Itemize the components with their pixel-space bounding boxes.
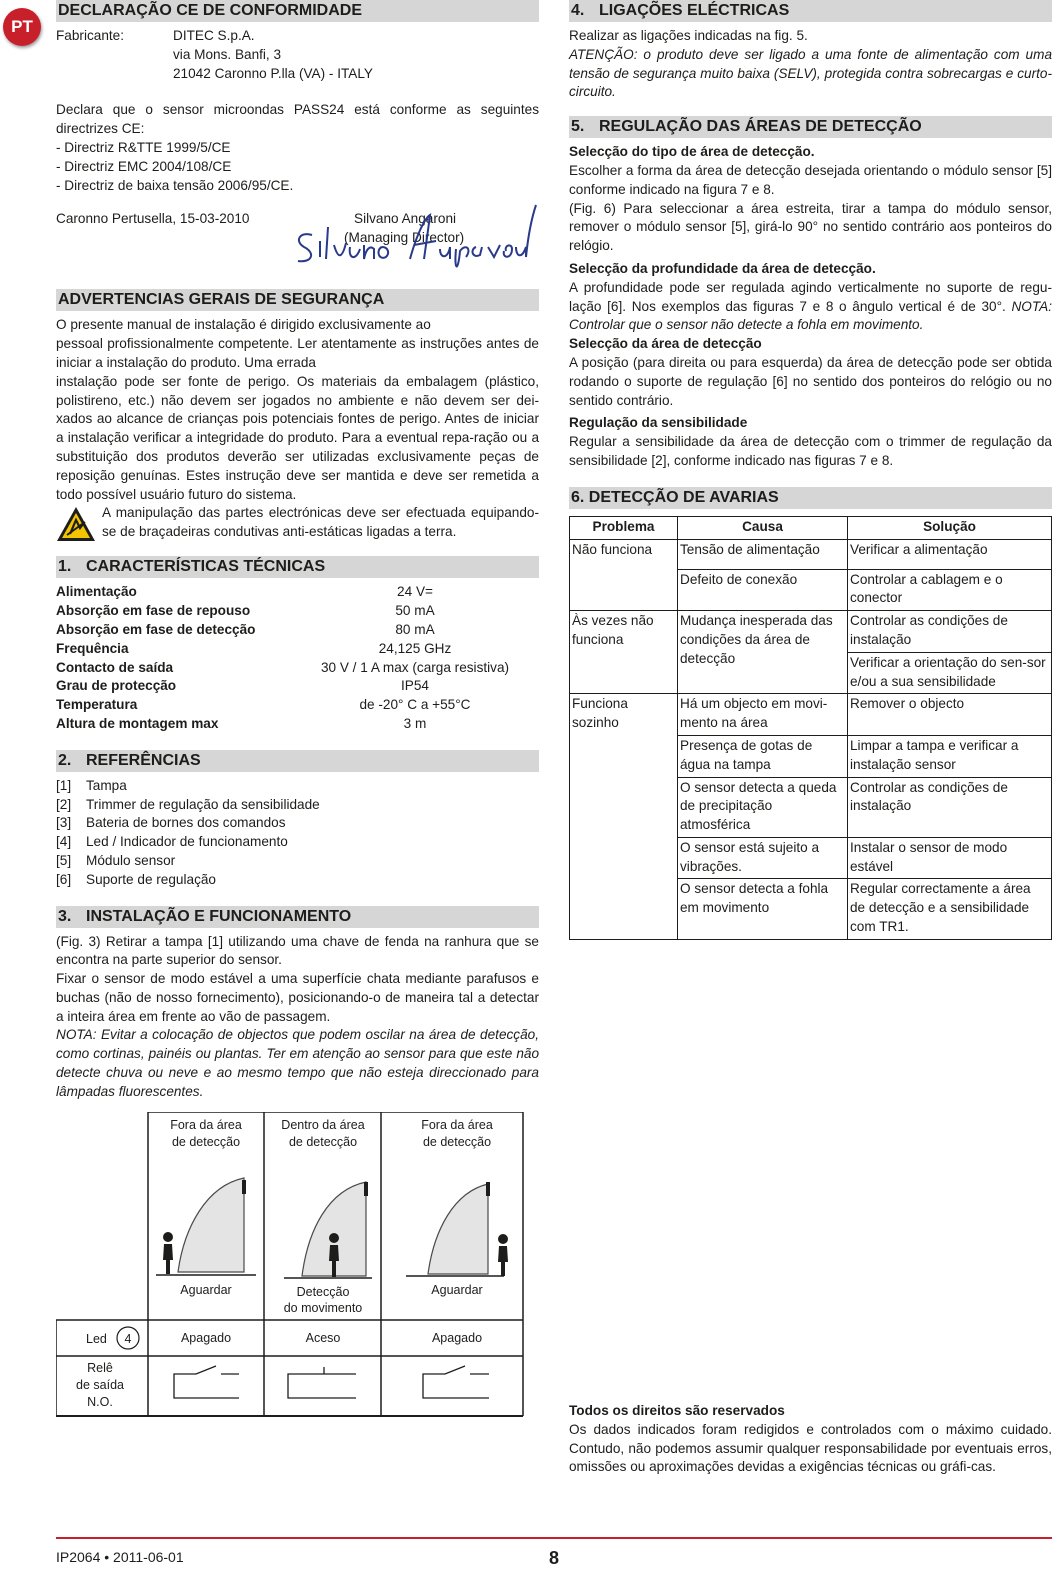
list-item: [6] Suporte de regulação	[56, 871, 216, 887]
solution-cell: Controlar a cablagem e o conector	[848, 569, 1052, 611]
directive-item: - Directriz de baixa tensão 2006/95/CE.	[56, 177, 294, 193]
directive-item: - Directriz R&TTE 1999/5/CE	[56, 139, 231, 155]
list-item: [5] Módulo sensor	[56, 852, 176, 868]
troubleshoot-heading: 6. DETECÇÃO DE AVARIAS	[569, 487, 1052, 509]
spec-row: Temperatura de -20° C a +55°C	[56, 697, 471, 713]
signatory-name: Silvano Angaroni	[354, 211, 457, 227]
figure-col2-state-line: Detecção	[296, 1285, 350, 1299]
rights-notice	[569, 1402, 1052, 1477]
column-header: Causa	[678, 516, 848, 539]
led-ref-number: 4	[124, 1332, 132, 1346]
spec-row: Frequência 24,125 GHz	[56, 640, 452, 656]
figure-col1-state: Aguardar	[180, 1283, 232, 1297]
column-header: Problema	[570, 516, 678, 539]
scene-outside-left	[156, 1178, 256, 1275]
list-item: [2] Trimmer de regulação da sensibilidade	[56, 796, 320, 812]
wiring-warning: ATENÇÃO: o produto deve ser ligado a uma fonte de alimentação com uma tensão de segurança muito baixa (SELV), protegida contra sobrecargas e curto-circuito.	[569, 46, 1052, 100]
safety-text-line: O presente manual de instalação é dirigido exclusivamente ao	[56, 317, 431, 333]
spec-row: Altura de montagem max 3 m	[56, 715, 427, 731]
figure-col3-head-line: Fora da área	[421, 1118, 493, 1132]
handwritten-signature	[290, 197, 540, 275]
relay-symbol-closed	[288, 1367, 356, 1398]
declaration-heading: DECLARAÇÃO CE DE CONFORMIDADE	[56, 0, 539, 22]
page-number: 8	[549, 1548, 560, 1568]
troubleshoot-table	[569, 516, 1052, 940]
signature-block	[56, 211, 539, 283]
relay-label-line: Relê	[87, 1361, 113, 1375]
cause-cell: Presença de gotas de água na tampa	[678, 735, 848, 777]
table-row	[570, 694, 1052, 736]
table-header-row	[570, 516, 1052, 539]
place-date: Caronno Pertusella, 15-03-2010	[56, 211, 250, 227]
install-note: NOTA: Evitar a colocação de objectos que podem oscilar na área de detecção, como cortinas, painéis ou plantas. Ter em atenção ao sensor para que este não detecte chuva ou neve e ao mesmo tempo que não esteja direccionado para lâmpadas fluorescentes.	[56, 1027, 539, 1099]
solution-cell: Controlar as condições de instalação	[848, 777, 1052, 837]
left-column	[56, 0, 539, 1102]
spec-row: Absorção em fase de detecção 80 mA	[56, 621, 435, 637]
declaration-intro: Declara que o sensor microondas PASS24 está conforme as seguintes directrizes CE:	[56, 102, 539, 137]
cause-cell: Defeito de conexão	[678, 569, 848, 611]
figure-col3-head-line: de detecção	[422, 1135, 492, 1149]
regulation-heading: 5. REGULAÇÃO DAS ÁREAS DE DETECÇÃO	[569, 116, 1052, 138]
manufacturer-block	[56, 27, 539, 83]
cause-cell: O sensor detecta a queda de precipitação atmosférica	[678, 777, 848, 837]
manufacturer-line: 21042 Caronno P.lla (VA) - ITALY	[173, 65, 373, 81]
solution-cell: Verificar a alimentação	[848, 539, 1052, 569]
esd-note-text: A manipulação das partes electrónicas deve ser efectuada equipando-se de braçadeiras condutivas anti-estáticas ligadas a terra.	[102, 505, 539, 540]
list-item: [4] Led / Indicador de funcionamento	[56, 834, 288, 850]
relay-symbol-open	[423, 1366, 489, 1398]
install-heading: 3. INSTALAÇÃO E FUNCIONAMENTO	[56, 906, 539, 928]
regulation-paragraph: A posição (para direita ou para esquerda) da área de detecção pode ser obtida rodando o suporte de regulação [6] no sentido dos ponteiros do relógio ou no sentido contrário.	[569, 354, 1052, 408]
figure-col1-head-line: Fora da área	[170, 1118, 242, 1132]
refs-list	[56, 777, 539, 890]
document-id: IP2064 • 2011-06-01	[56, 1549, 184, 1565]
list-item: [3] Bateria de bornes dos comandos	[56, 815, 286, 831]
solution-cell: Instalar o sensor de modo estável	[848, 837, 1052, 879]
cause-cell: Tensão de alimentação	[678, 539, 848, 569]
relay-label-line: N.O.	[87, 1395, 113, 1409]
scene-inside	[284, 1182, 372, 1278]
install-paragraph: Fixar o sensor de modo estável a uma superfície chata mediante parafusos e buchas (não de nosso fornecimento), posicionando-o de maneira tal a detectar a inteira área em frente ao vão de passagem.	[56, 971, 539, 1024]
spec-row: Absorção em fase de repouso 50 mA	[56, 603, 435, 619]
regulation-paragraph: (Fig. 6) Para seleccionar a área estreita, tirar a tampa do módulo sensor, remover o módulo sensor [5], girá-lo 90° no sentido contrário aos ponteiros do relógio.	[569, 200, 1052, 254]
regulation-subheading: Selecção da área de detecção	[569, 336, 762, 352]
right-column	[569, 0, 1053, 1475]
signatory-role: (Managing Director)	[344, 230, 465, 246]
led-label: Led	[86, 1332, 107, 1346]
wiring-heading: 4. LIGAÇÕES ELÉCTRICAS	[569, 0, 1052, 22]
rights-text: Os dados indicados foram redigidos e controlados com o máximo cuidado. Contudo, não podemos assumir qualquer responsabilidade por eventuais erros, omissões ou aproximações devidas a exigências técnicas ou gráfi-cas.	[569, 1421, 1052, 1475]
figure-col2-state-line: do movimento	[283, 1301, 363, 1315]
regulation-subheading: Selecção da profundidade da área de detecção.	[569, 260, 876, 276]
cause-cell: O sensor detecta a fohla em movimento	[678, 879, 848, 939]
cause-cell: Mudança inesperada das condições da área de detecção	[678, 611, 848, 694]
relay-label-line: de saída	[76, 1378, 124, 1392]
manufacturer-line: via Mons. Banfi, 3	[173, 46, 282, 62]
figure-col2-head-line: Dentro da área	[281, 1118, 365, 1132]
solution-cell: Limpar a tampa e verificar a instalação sensor	[848, 735, 1052, 777]
refs-heading: 2. REFERÊNCIAS	[56, 750, 539, 772]
column-header: Solução	[848, 516, 1052, 539]
figure-col2-head-line: de detecção	[288, 1135, 358, 1149]
scene-outside-right	[406, 1182, 508, 1276]
figure-col3-state: Aguardar	[431, 1283, 483, 1297]
relay-symbol-open	[174, 1366, 239, 1398]
esd-warning-icon	[56, 506, 96, 542]
safety-heading: ADVERTENCIAS GERAIS DE SEGURANÇA	[56, 289, 539, 311]
solution-cell: Controlar as condições de instalação	[848, 611, 1052, 653]
rights-title: Todos os direitos são reservados	[569, 1403, 785, 1418]
specs-list	[56, 583, 539, 733]
detection-diagram	[56, 1112, 526, 1420]
safety-text-line: instalação pode ser fonte de perigo. Os materiais da embalagem (plástico, polistireno, etc.) não devem ser jogados no ambiente e não devem ser dei-xados ao alcance de crianças pois potenciais fontes de perigo. Antes de iniciar a instalação verificar a integridade do produto. Para a eventual repa-ração ou a substituição dos produtos deverão ser utilizadas exclusivamente peças de reposição genuínas. Estes instrução deve ser mantida e deve ser remetida a todo possível usuário futuro do sistema.	[56, 373, 539, 502]
problem-cell: Não funciona	[570, 539, 678, 611]
regulation-paragraph: A profundidade pode ser regulada agindo verticalmente no suporte de regu-lação [6]. Nos exemplos das figuras 7 e 8 o ângulo vertical é de 30°. NOTA: Controlar que o sensor não detecte a fohla em movimento.	[569, 279, 1053, 333]
wiring-paragraph: Realizar as ligações indicadas na fig. 5.	[569, 28, 808, 43]
footer-divider	[56, 1537, 1052, 1539]
led-state: Aceso	[305, 1331, 341, 1345]
safety-text-line: pessoal profissionalmente competente. Ler atentamente as instruções antes de iniciar a instalação do produto. Uma errada	[56, 336, 539, 370]
manufacturer-label: Fabricante:	[56, 28, 125, 43]
table-row	[570, 539, 1052, 569]
figure-col1-head-line: de detecção	[171, 1135, 241, 1149]
regulation-paragraph: Regular a sensibilidade da área de detecção com o trimmer de regulação da sensibilidade [2], conforme indicado nas figuras 7 e 8.	[569, 434, 1052, 468]
solution-cell: Remover o objecto	[848, 694, 1052, 736]
led-state: Apagado	[431, 1331, 483, 1345]
language-badge: PT	[3, 8, 41, 46]
directive-item: - Directriz EMC 2004/108/CE	[56, 158, 232, 174]
regulation-subheading: Regulação da sensibilidade	[569, 415, 748, 431]
cause-cell: Há um objecto em movi-mento na área	[678, 694, 848, 736]
regulation-paragraph: Escolher a forma da área de detecção desejada orientando o módulo sensor [5] conforme indicado na figura 7 e 8.	[569, 162, 1052, 197]
esd-note	[56, 504, 539, 542]
regulation-subheading: Selecção do tipo de área de detecção.	[569, 144, 815, 160]
problem-cell: Funciona sozinho	[570, 694, 678, 940]
solution-cell: Regular correctamente a área de detecção e a sensibilidade com TR1.	[848, 879, 1052, 939]
led-state: Apagado	[180, 1331, 232, 1345]
specs-heading: 1. CARACTERÍSTICAS TÉCNICAS	[56, 556, 539, 578]
manufacturer-line: DITEC S.p.A.	[173, 28, 255, 43]
solution-cell: Verificar a orientação do sen-sor e/ou a sua sensibilidade	[848, 652, 1052, 694]
spec-row: Contacto de saída 30 V / 1 A max (carga resistiva)	[56, 659, 510, 675]
list-item: [1] Tampa	[56, 777, 127, 793]
spec-row: Alimentação 24 V=	[56, 584, 433, 600]
problem-cell: Às vezes não funciona	[570, 611, 678, 694]
install-paragraph: (Fig. 3) Retirar a tampa [1] utilizando uma chave de fenda na ranhura que se encontra na parte superior do sensor.	[56, 933, 539, 968]
cause-cell: O sensor está sujeito a vibrações.	[678, 837, 848, 879]
spec-row: Grau de protecção IP54	[56, 678, 429, 694]
table-row	[570, 611, 1052, 653]
